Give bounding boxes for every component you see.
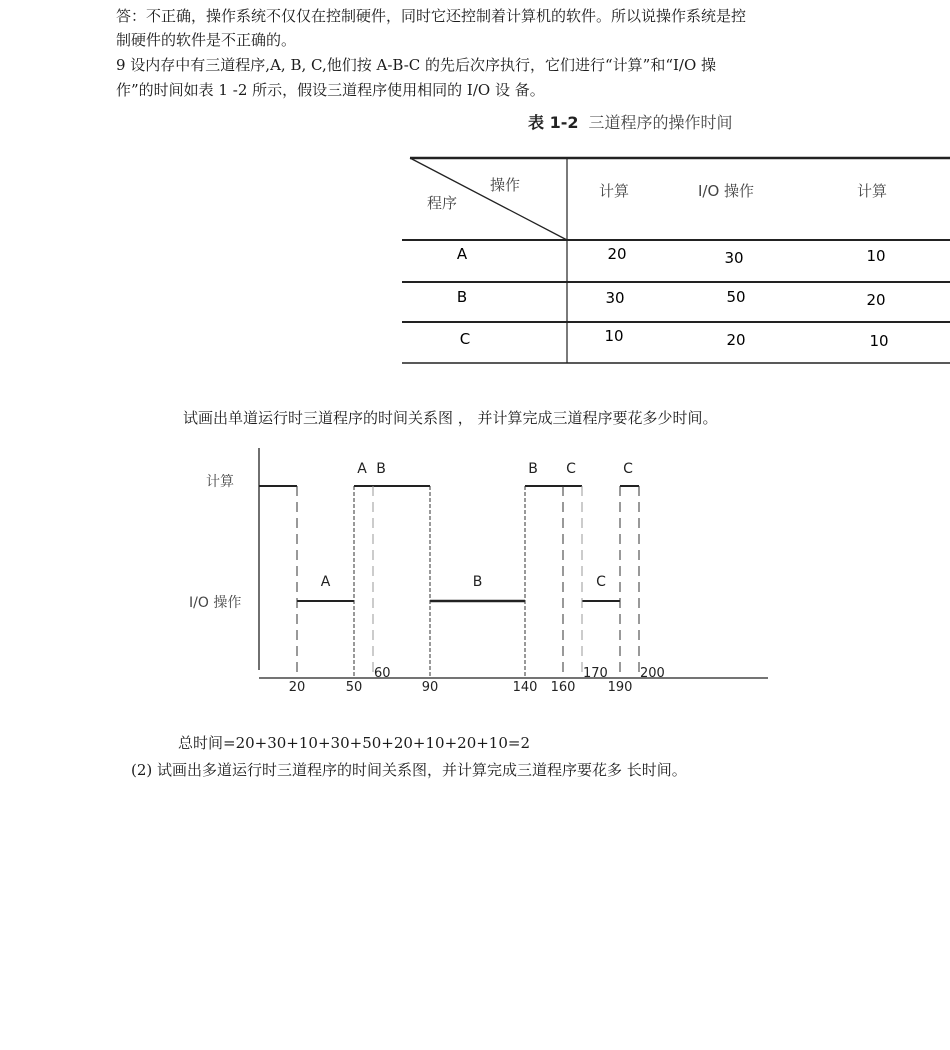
table-cell-value: 20 (866, 291, 886, 309)
segment-label: C (596, 574, 606, 590)
table-cell-value: 10 (869, 332, 889, 350)
segment-label: B (376, 461, 386, 477)
table-cell-program: C (459, 330, 471, 348)
segment-label: A (320, 574, 331, 590)
table-cell-value: 10 (604, 327, 624, 345)
table-cell-value: 30 (605, 289, 625, 307)
total-time: 总时间=20+30+10+30+50+20+10+20+10=2 (178, 734, 531, 752)
table-header-compute: 计算 (598, 182, 630, 200)
question-9-line-2: 作”的时间如表 1 -2 所示，假设三道程序使用相同的 I/O 设 备。 (116, 81, 545, 99)
time-tick-label: 190 (607, 680, 633, 695)
table-cell-value: 20 (607, 245, 627, 263)
time-tick-label: 160 (550, 680, 576, 695)
segment-label: B (528, 461, 538, 477)
table-caption-text: 三道程序的操作时间 (588, 113, 733, 132)
diagram-row-label-compute: 计算 (206, 474, 234, 490)
question-9-line-1: 9 设内存中有三道程序,A, B, C,他们按 A-B-C 的先后次序执行，它们进行“计算”和“I/O 操 (116, 56, 717, 74)
time-tick-label: 170 (583, 666, 608, 681)
table-header-compute-2: 计算 (856, 182, 888, 200)
table-header-io: I/O 操作 (697, 182, 755, 200)
time-tick-label: 90 (421, 680, 439, 695)
table-caption (528, 110, 733, 133)
table-corner-operation: 操作 (490, 176, 521, 194)
table-cell-value: 30 (724, 249, 744, 267)
time-tick-label: 50 (345, 680, 363, 695)
segment-label: C (623, 461, 633, 477)
table-cell-value: 50 (726, 288, 746, 306)
table-caption-number: 表 1-2 (528, 113, 579, 132)
table-corner-program: 程序 (427, 194, 458, 212)
question-multi-run: (2) 试画出多道运行时三道程序的时间关系图，并计算完成三道程序要花多 长时间。 (131, 761, 687, 779)
time-tick-label: 60 (374, 666, 391, 681)
table-cell-value: 20 (726, 331, 746, 349)
time-tick-label: 200 (640, 666, 665, 681)
single-run-timing-diagram (0, 440, 950, 700)
answer-line-1: 答：不正确，操作系统不仅仅在控制硬件，同时它还控制着计算机的软件。所以说操作系统是控 (116, 7, 747, 25)
time-tick-label: 140 (512, 680, 538, 695)
table-cell-value: 10 (866, 247, 886, 265)
time-tick-label: 20 (288, 680, 306, 695)
question-single-run: 试画出单道运行时三道程序的时间关系图 ， 并计算完成三道程序要花多少时间。 (183, 409, 718, 427)
table-cell-program: A (456, 245, 468, 263)
diagram-row-label-io: I/O 操作 (189, 595, 242, 611)
segment-label: B (472, 574, 483, 590)
operation-time-table (0, 150, 950, 370)
answer-line-2: 制硬件的软件是不正确的。 (116, 31, 297, 49)
segment-label: C (566, 461, 576, 477)
segment-label: A (357, 461, 367, 477)
table-cell-program: B (456, 288, 468, 306)
